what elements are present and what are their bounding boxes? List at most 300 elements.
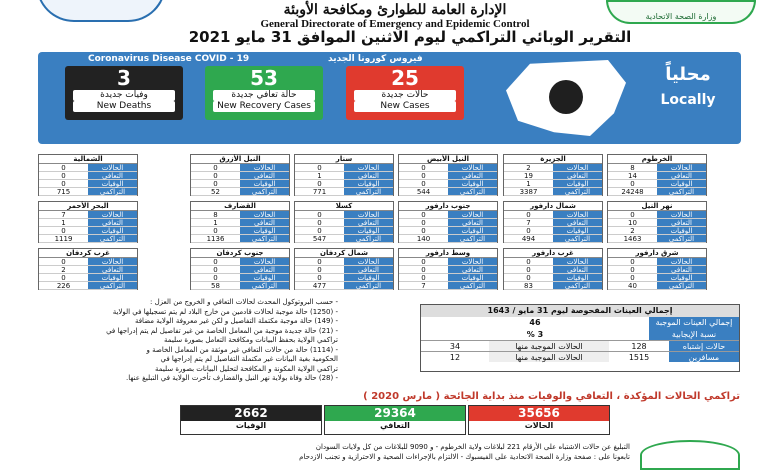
org-name-english: General Directorate of Emergency and Epidemic Control <box>260 18 530 30</box>
state-value: 58 <box>211 282 220 290</box>
state-row-label: التراكمي <box>344 282 393 289</box>
state-row <box>39 164 137 172</box>
new-cases-label-en: New Cases <box>354 101 456 112</box>
state-value: 0 <box>630 211 635 219</box>
state-row <box>399 180 497 188</box>
state-row-label: التراكمي <box>344 235 393 242</box>
state-row-label: التعافي <box>240 172 289 179</box>
disease-name-english: Coronavirus Disease COVID - 19 <box>88 54 250 64</box>
state-row-label: الوفيات <box>88 180 137 187</box>
state-name: شرق دارفور <box>608 249 706 258</box>
state-row <box>504 172 602 180</box>
state-row <box>399 274 497 282</box>
state-row <box>39 227 137 235</box>
cumulative-recoveries-label: التعافي <box>380 421 410 430</box>
state-row-label: الحالات <box>240 258 289 265</box>
state-row-label: الوفيات <box>240 180 289 187</box>
suspected-positive-value: 34 <box>449 342 461 351</box>
state-row <box>608 282 706 290</box>
state-value: 8 <box>213 211 218 219</box>
state-row <box>399 227 497 235</box>
note-line: - (21) حالة جديدة موجبة من المعامل الخاصة من غير تفاصيل لم يتم إدراجها في <box>106 326 338 335</box>
state-row <box>399 219 497 227</box>
state-value: 0 <box>421 227 426 235</box>
state-row <box>39 219 137 227</box>
new-deaths-card <box>65 66 183 120</box>
emergency-directorate-logo <box>36 0 166 22</box>
positivity-rate-value: 3 % <box>526 330 544 339</box>
state-row-label: الحالات <box>88 258 137 265</box>
cumulative-title: تراكمي الحالات المؤكدة ، التعافي والوفيات منذ بداية الجائحة ( مارس 2020 ) <box>363 391 740 402</box>
state-value: 1 <box>526 180 531 188</box>
state-table <box>503 248 603 290</box>
note-line: تراكمي الولاية بحفظ البيانات ومكافحة التعامل بصورة سليمة <box>164 336 338 344</box>
state-value: 83 <box>524 282 533 290</box>
new-deaths-label-ar: وفيات جديدة <box>73 90 175 101</box>
state-value: 0 <box>421 180 426 188</box>
state-value: 0 <box>61 274 66 282</box>
state-row-label: التعافي <box>657 172 706 179</box>
sudan-map-icon <box>506 60 626 136</box>
state-row-label: الحالات <box>448 211 497 218</box>
state-value: 0 <box>526 227 531 235</box>
local-label-arabic: محلياً <box>665 64 711 85</box>
new-deaths-value: 3 <box>117 66 131 90</box>
state-value: 0 <box>421 164 426 172</box>
state-row-label: الوفيات <box>553 227 602 234</box>
state-value: 0 <box>421 219 426 227</box>
state-value: 0 <box>630 180 635 188</box>
state-row-label: الوفيات <box>88 227 137 234</box>
state-row <box>504 227 602 235</box>
state-row-label: التراكمي <box>448 282 497 289</box>
state-table <box>503 154 603 196</box>
new-recoveries-value: 53 <box>250 66 278 90</box>
state-row <box>191 180 289 188</box>
state-row <box>608 266 706 274</box>
state-row-label: التعافي <box>88 219 137 226</box>
state-row <box>295 227 393 235</box>
state-value: 0 <box>317 219 322 227</box>
state-table <box>398 248 498 290</box>
state-row <box>504 282 602 290</box>
local-summary-banner <box>38 52 741 144</box>
state-row-label: التعافي <box>88 172 137 179</box>
state-name: نهر النيل <box>608 202 706 211</box>
state-value: 0 <box>317 274 322 282</box>
state-name: النيل الأزرق <box>191 155 289 164</box>
state-value: 0 <box>213 164 218 172</box>
travelers-value: 1515 <box>628 353 650 362</box>
state-row <box>39 274 137 282</box>
suspected-positive-label: الحالات الموجبة منها <box>489 341 609 351</box>
state-row <box>39 235 137 243</box>
state-row-label: التعافي <box>88 266 137 273</box>
ministry-logo <box>606 0 756 24</box>
state-row <box>504 180 602 188</box>
travelers-positive-value: 12 <box>449 353 461 362</box>
state-value: 0 <box>213 274 218 282</box>
state-row <box>399 188 497 196</box>
state-row-label: الوفيات <box>448 227 497 234</box>
state-row <box>295 282 393 290</box>
new-recoveries-label-en: New Recovery Cases <box>213 101 315 112</box>
state-value: 0 <box>61 164 66 172</box>
cumulative-cases-label: الحالات <box>524 421 554 430</box>
state-row <box>295 172 393 180</box>
state-row-label: الحالات <box>240 164 289 171</box>
state-row-label: الحالات <box>88 211 137 218</box>
state-table <box>38 201 138 243</box>
state-table <box>398 201 498 243</box>
state-row-label: الوفيات <box>344 274 393 281</box>
note-line: - حسب البروتوكول المحدث لحالات التعافي و الخروج من العزل : <box>150 298 338 306</box>
state-table <box>294 201 394 243</box>
state-value: 477 <box>312 282 327 290</box>
state-row-label: الوفيات <box>657 227 706 234</box>
state-row-label: التعافي <box>344 266 393 273</box>
state-row <box>399 172 497 180</box>
state-row-label: التعافي <box>553 266 602 273</box>
state-value: 7 <box>421 282 426 290</box>
state-row <box>608 211 706 219</box>
state-table <box>38 248 138 290</box>
state-row <box>295 164 393 172</box>
state-value: 0 <box>213 172 218 180</box>
state-row <box>191 172 289 180</box>
state-row <box>608 172 706 180</box>
note-line: الحكومية بغية البيانات غير مكتملة التفاصيل لم يتم إدراجها في <box>160 355 338 363</box>
state-value: 19 <box>524 172 533 180</box>
state-table <box>398 154 498 196</box>
state-row <box>399 235 497 243</box>
state-row <box>39 180 137 188</box>
positivity-rate-label: نسبة الإيجابية <box>649 329 739 340</box>
state-value: 0 <box>526 266 531 274</box>
state-row <box>295 211 393 219</box>
state-row-label: الوفيات <box>240 274 289 281</box>
state-row <box>39 266 137 274</box>
state-table <box>38 154 138 196</box>
state-table <box>503 201 603 243</box>
state-row-label: الحالات <box>88 164 137 171</box>
state-row-label: التعافي <box>344 172 393 179</box>
state-value: 544 <box>416 188 431 196</box>
state-row-label: الحالات <box>657 164 706 171</box>
state-row-label: التعافي <box>553 172 602 179</box>
state-value: 0 <box>630 266 635 274</box>
org-name-arabic: الإدارة العامة للطوارئ ومكافحة الأوبئة <box>283 2 507 18</box>
samples-title: إجمالي العينات المفحوصة ليوم 31 مايو / 1643 <box>421 305 739 317</box>
state-row-label: الوفيات <box>88 274 137 281</box>
state-value: 40 <box>628 282 637 290</box>
suspected-value: 128 <box>631 342 647 351</box>
note-line: - (149) حالة موجبة مكتملة التفاصيل و لكن غير معروفة الولاية مضافة <box>134 317 338 325</box>
state-name: الخرطوم <box>608 155 706 164</box>
state-row <box>504 164 602 172</box>
state-row-label: الوفيات <box>344 227 393 234</box>
state-row-label: الوفيات <box>553 180 602 187</box>
note-line: - (28) حالة وفاة بولاية نهر النيل والقضارف تأخرت الولاية في التبليغ عنها. <box>126 374 338 382</box>
state-value: 0 <box>421 211 426 219</box>
state-value: 0 <box>213 258 218 266</box>
state-row-label: التراكمي <box>240 188 289 195</box>
state-value: 1463 <box>623 235 642 243</box>
state-value: 771 <box>312 188 327 196</box>
state-row <box>191 266 289 274</box>
state-table <box>294 248 394 290</box>
state-row <box>399 266 497 274</box>
state-row-label: التعافي <box>448 266 497 273</box>
state-value: 494 <box>521 235 536 243</box>
state-row-label: الحالات <box>657 211 706 218</box>
state-row <box>295 274 393 282</box>
eagle-emblem-icon <box>549 80 583 114</box>
state-row-label: التراكمي <box>240 235 289 242</box>
cumulative-deaths-label: الوفيات <box>235 421 267 430</box>
state-value: 1136 <box>206 235 225 243</box>
state-table <box>607 201 707 243</box>
state-row-label: الحالات <box>553 211 602 218</box>
state-value: 2 <box>630 227 635 235</box>
state-row-label: الحالات <box>448 164 497 171</box>
cumulative-recoveries-value: 29364 <box>325 406 465 421</box>
state-value: 24248 <box>621 188 644 196</box>
ministry-name: وزارة الصحة الاتحادية <box>645 12 717 21</box>
cumulative-recoveries <box>324 405 466 435</box>
cumulative-deaths-value: 2662 <box>181 406 321 421</box>
state-value: 0 <box>421 274 426 282</box>
state-row-label: الوفيات <box>448 274 497 281</box>
state-row <box>608 235 706 243</box>
state-row-label: التراكمي <box>657 235 706 242</box>
state-row <box>399 164 497 172</box>
ministry-footer-logo <box>640 440 740 470</box>
state-row <box>191 282 289 290</box>
state-row-label: الوفيات <box>553 274 602 281</box>
new-cases-value: 25 <box>391 66 419 90</box>
state-row-label: الحالات <box>657 258 706 265</box>
state-row-label: الحالات <box>240 211 289 218</box>
state-row <box>295 180 393 188</box>
suspected-label: حالات إشتباه <box>669 341 739 351</box>
new-recoveries-label-ar: حالة تعافي جديدة <box>213 90 315 101</box>
state-row-label: الحالات <box>553 258 602 265</box>
state-table <box>190 201 290 243</box>
state-value: 715 <box>56 188 71 196</box>
state-value: 0 <box>213 227 218 235</box>
state-row-label: التعافي <box>657 266 706 273</box>
state-row <box>191 164 289 172</box>
state-row <box>191 219 289 227</box>
state-row <box>295 235 393 243</box>
state-row-label: التراكمي <box>344 188 393 195</box>
state-name: الجزيرة <box>504 155 602 164</box>
note-line: تراكمي الولاية المكونة و المكافحة لتحليل البيانات بصورة سليمة <box>155 364 338 373</box>
state-value: 0 <box>61 172 66 180</box>
state-row-label: التعافي <box>657 219 706 226</box>
state-row-label: الوفيات <box>657 274 706 281</box>
state-value: 0 <box>421 172 426 180</box>
state-row <box>399 211 497 219</box>
state-row <box>504 188 602 196</box>
state-row-label: الوفيات <box>240 227 289 234</box>
state-table <box>190 154 290 196</box>
state-name: القضارف <box>191 202 289 211</box>
state-row-label: الحالات <box>448 258 497 265</box>
state-row <box>504 219 602 227</box>
state-row <box>608 164 706 172</box>
state-row <box>504 211 602 219</box>
state-value: 1 <box>213 219 218 227</box>
state-row <box>608 180 706 188</box>
state-row-label: التراكمي <box>553 282 602 289</box>
protocol-notes <box>38 298 338 384</box>
state-name: البحر الأحمر <box>39 202 137 211</box>
state-value: 14 <box>628 172 637 180</box>
cumulative-cases-value: 35656 <box>469 406 609 421</box>
state-row <box>191 274 289 282</box>
note-line: - (1250) حالة موجبة لحالات قادمين من خارج البلاد لم يتم تسجيلها في الولاية <box>112 307 338 316</box>
footer-line: تابعونا على : صفحة وزارة الصحة الاتحادية على الفيسبوك - الالتزام بالإجراءات الصحية و الاحترازية و تجنب الازدحام <box>299 453 630 461</box>
state-value: 0 <box>630 258 635 266</box>
state-value: 1 <box>317 172 322 180</box>
state-row-label: التراكمي <box>657 282 706 289</box>
state-row <box>608 274 706 282</box>
state-name: جنوب دارفور <box>399 202 497 211</box>
note-line: - (1114) حالة من حالات التعافي غير موثقة من المعامل الخاصة و <box>146 345 338 354</box>
state-row <box>399 258 497 266</box>
state-row-label: التراكمي <box>553 235 602 242</box>
state-row <box>39 282 137 290</box>
state-value: 0 <box>317 164 322 172</box>
state-value: 0 <box>317 258 322 266</box>
state-row <box>39 211 137 219</box>
state-table <box>607 154 707 196</box>
state-table <box>607 248 707 290</box>
state-row <box>295 219 393 227</box>
state-value: 7 <box>526 219 531 227</box>
state-value: 0 <box>630 274 635 282</box>
state-row <box>39 188 137 196</box>
state-value: 2 <box>61 266 66 274</box>
state-value: 0 <box>317 227 322 235</box>
state-row <box>608 258 706 266</box>
state-value: 8 <box>630 164 635 172</box>
state-row <box>608 227 706 235</box>
state-table <box>294 154 394 196</box>
state-row-label: الحالات <box>344 164 393 171</box>
state-name: شمال دارفور <box>504 202 602 211</box>
state-row <box>39 172 137 180</box>
state-row-label: التراكمي <box>88 235 137 242</box>
state-row-label: التعافي <box>240 266 289 273</box>
state-row <box>399 282 497 290</box>
state-value: 0 <box>526 274 531 282</box>
new-cases-label-ar: حالات جديدة <box>354 90 456 101</box>
state-row-label: التراكمي <box>657 188 706 195</box>
state-value: 2 <box>526 164 531 172</box>
positive-samples-label: إجمالي العينات الموجبة <box>649 317 739 329</box>
state-row-label: الوفيات <box>448 180 497 187</box>
state-row <box>191 235 289 243</box>
state-row-label: التراكمي <box>88 282 137 289</box>
state-row <box>39 258 137 266</box>
new-cases-card <box>346 66 464 120</box>
state-row-label: الوفيات <box>344 180 393 187</box>
state-row <box>191 227 289 235</box>
state-value: 10 <box>628 219 637 227</box>
positive-samples-value: 46 <box>529 318 541 327</box>
new-deaths-label-en: New Deaths <box>73 101 175 112</box>
state-row <box>504 235 602 243</box>
state-row <box>295 188 393 196</box>
state-value: 140 <box>416 235 431 243</box>
state-row-label: التراكمي <box>448 235 497 242</box>
footer-line: التبليغ عن حالات الاشتباه على الأرقام 221 لبلاغات ولاية الخرطوم - و 9090 للبلاغات من كل ولايات السودان <box>315 443 630 451</box>
state-value: 0 <box>61 258 66 266</box>
state-name: غرب كردفان <box>39 249 137 258</box>
state-row <box>608 188 706 196</box>
state-row-label: التراكمي <box>553 188 602 195</box>
state-row-label: الحالات <box>344 211 393 218</box>
state-table <box>190 248 290 290</box>
travelers-label: مسافرين <box>669 352 739 362</box>
state-value: 0 <box>213 180 218 188</box>
state-row-label: التراكمي <box>88 188 137 195</box>
state-value: 0 <box>421 266 426 274</box>
state-row-label: التعافي <box>553 219 602 226</box>
footer-notice <box>40 442 630 462</box>
state-row-label: الوفيات <box>657 180 706 187</box>
disease-name-arabic: فيروس كورونا الجديد <box>328 54 423 64</box>
state-row <box>295 258 393 266</box>
state-name: كسلا <box>295 202 393 211</box>
state-value: 0 <box>421 258 426 266</box>
state-row-label: التعافي <box>448 172 497 179</box>
state-value: 0 <box>317 211 322 219</box>
state-row <box>504 258 602 266</box>
state-row-label: التراكمي <box>240 282 289 289</box>
state-row-label: الحالات <box>553 164 602 171</box>
state-value: 0 <box>61 227 66 235</box>
state-row <box>504 266 602 274</box>
state-row-label: التعافي <box>344 219 393 226</box>
state-name: سنار <box>295 155 393 164</box>
state-value: 0 <box>317 266 322 274</box>
state-value: 0 <box>61 180 66 188</box>
state-value: 7 <box>61 211 66 219</box>
state-name: غرب دارفور <box>504 249 602 258</box>
state-row-label: التعافي <box>448 219 497 226</box>
state-value: 547 <box>312 235 327 243</box>
state-value: 0 <box>317 180 322 188</box>
state-row <box>295 266 393 274</box>
state-value: 3387 <box>519 188 538 196</box>
state-row-label: الحالات <box>344 258 393 265</box>
samples-summary <box>420 304 740 372</box>
travelers-positive-label: الحالات الموجبة منها <box>489 352 609 362</box>
state-value: 0 <box>526 211 531 219</box>
cumulative-panel <box>180 405 610 435</box>
state-row <box>191 188 289 196</box>
state-row <box>608 219 706 227</box>
state-value: 0 <box>213 266 218 274</box>
state-name: شمال كردفان <box>295 249 393 258</box>
state-row-label: التراكمي <box>448 188 497 195</box>
new-recoveries-card <box>205 66 323 120</box>
state-value: 52 <box>211 188 220 196</box>
